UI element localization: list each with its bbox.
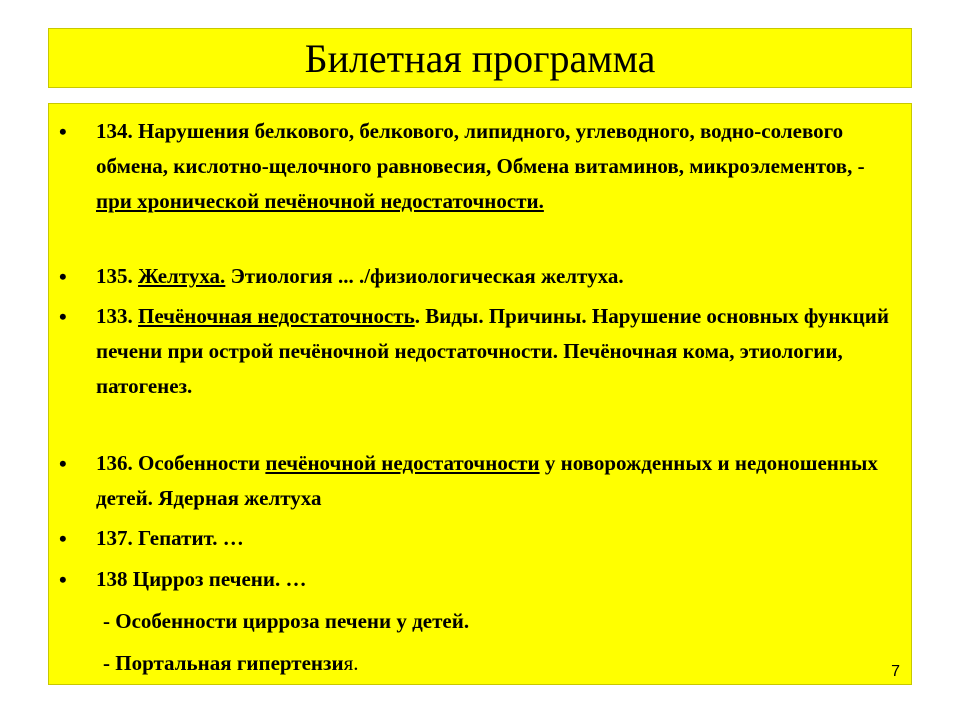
item-text: - Особенности цирроза печени у детей. — [103, 609, 470, 633]
bullet-icon: • — [59, 567, 67, 592]
list-item-133 — [96, 299, 896, 404]
item-text: 133. — [96, 304, 138, 328]
underlined-phrase: при хронической печёночной недостаточности. — [96, 189, 544, 213]
item-text: 136. Особенности — [96, 451, 266, 475]
bullet-icon: • — [59, 304, 67, 329]
underlined-phrase: печёночной недостаточности — [265, 451, 540, 475]
underlined-phrase: Желтуха. — [138, 264, 226, 288]
item-text: Этиология ... ./физиологическая желтуха. — [225, 264, 624, 288]
underlined-phrase: Печёночная недостаточность — [138, 304, 415, 328]
bullet-icon: • — [59, 119, 67, 144]
sub-item-cirrhosis-children — [103, 604, 903, 639]
page-number: 7 — [891, 663, 900, 680]
slide-title: Билетная программа — [304, 35, 656, 81]
item-text: - Портальная гипертензи — [103, 651, 344, 675]
bullet-icon: • — [59, 264, 67, 289]
bullet-icon: • — [59, 526, 67, 551]
list-item-134 — [96, 114, 896, 219]
content-box — [48, 103, 912, 685]
item-text: 137. Гепатит. … — [96, 526, 244, 550]
item-text: у новорожденных и недоношенных детей. Ядерная желтуха — [96, 451, 878, 510]
sub-item-portal-hypertension — [103, 646, 903, 681]
item-text-tail: я. — [343, 651, 359, 675]
item-text: 135. — [96, 264, 138, 288]
item-text: 134. Нарушения белкового, белкового, липидного, углеводного, водно-солевого обмена, кислотно-щелочного равновесия, Обмена витаминов, микроэлементов, - — [96, 119, 865, 178]
list-item-136 — [96, 446, 896, 516]
item-text: . Виды. Причины. Нарушение основных функций печени при острой печёночной недостаточности. Печёночная кома, этиологии, патогенез. — [96, 304, 889, 398]
list-item-138 — [96, 562, 896, 597]
list-item-137 — [96, 521, 896, 556]
item-text: 138 Цирроз печени. … — [96, 567, 307, 591]
title-box — [48, 28, 912, 88]
list-item-135 — [96, 259, 896, 294]
bullet-icon: • — [59, 451, 67, 476]
